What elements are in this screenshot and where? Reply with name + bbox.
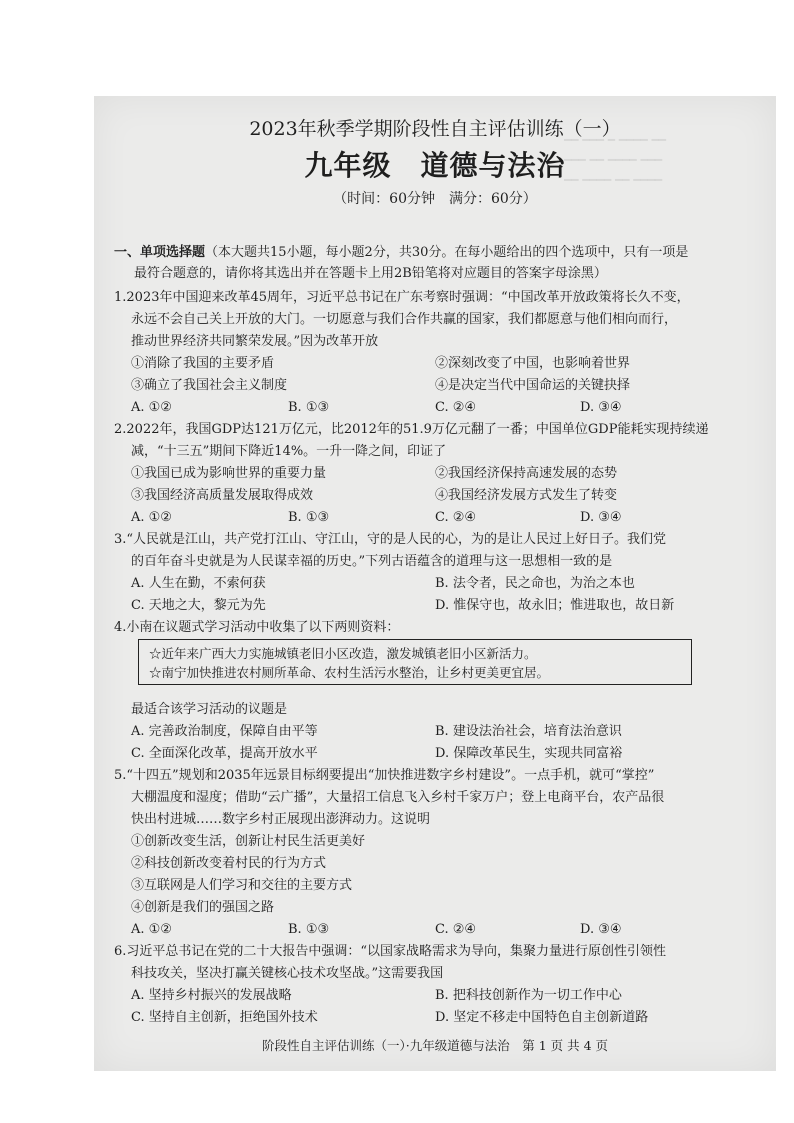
q2-option-c[interactable]: C. ②④ xyxy=(435,510,477,525)
exam-sheet xyxy=(94,96,776,1071)
q5-stem-1: 5.“十四五”规划和2035年远景目标纲要提出“加快推进数字乡村建设”。一点手机，就可“掌控” xyxy=(114,768,655,783)
exam-subject: 九年级 道德与法治 xyxy=(304,149,566,182)
q4-stem-1: 4.小南在议题式学习活动中收集了以下两则资料： xyxy=(114,620,400,635)
q5-stem-3: 快出村进城……数字乡村正展现出澎湃动力。这说明 xyxy=(131,812,431,827)
q2-statement-1: ①我国已成为影响世界的重要力量 xyxy=(131,466,327,481)
q5-statement-3: ③互联网是人们学习和交往的主要方式 xyxy=(131,878,353,893)
q3-stem-2: 的百年奋斗史就是为人民谋幸福的历史。”下列古语蕴含的道理与这一思想相一致的是 xyxy=(131,554,613,569)
q4-option-c[interactable]: C. 全面深化改革，提高开放水平 xyxy=(131,746,318,761)
q6-option-b[interactable]: B. 把科技创新作为一切工作中心 xyxy=(435,988,622,1003)
q1-statement-1: ①消除了我国的主要矛盾 xyxy=(131,356,275,371)
page-content xyxy=(94,96,776,1071)
bleed-through-texture: ━━ ━━━ ━ ━━━━ ━━ xyxy=(564,133,666,147)
q1-stem-1: 1.2023年中国迎来改革45周年，习近平总书记在广东考察时强调：“中国改革开放政策将长久不变， xyxy=(114,290,690,305)
q4-material-1: ☆近年来广西大力实施城镇老旧小区改造，激发城镇老旧小区新活力。 xyxy=(149,646,537,661)
q5-option-c[interactable]: C. ②④ xyxy=(435,922,477,937)
q3-option-b[interactable]: B. 法令者，民之命也，为治之本也 xyxy=(435,576,635,591)
q6-stem-2: 科技攻关，坚决打赢关键核心技术攻坚战。”这需要我国 xyxy=(131,966,444,981)
q4-material-box xyxy=(138,639,692,685)
q4-option-a[interactable]: A. 完善政治制度，保障自由平等 xyxy=(131,724,318,739)
q3-option-c[interactable]: C. 天地之大，黎元为先 xyxy=(131,598,266,613)
q2-statement-4: ④我国经济发展方式发生了转变 xyxy=(435,488,618,503)
q1-option-c[interactable]: C. ②④ xyxy=(435,400,477,415)
q2-statement-3: ③我国经济高质量发展取得成效 xyxy=(131,488,314,503)
q1-option-d[interactable]: D. ③④ xyxy=(580,400,622,415)
q4-option-b[interactable]: B. 建设法治社会，培育法治意识 xyxy=(435,724,622,739)
q1-stem-3: 推动世界经济共同繁荣发展。”因为改革开放 xyxy=(131,334,379,349)
q6-option-a[interactable]: A. 坚持乡村振兴的发展战略 xyxy=(131,988,292,1003)
q6-option-d[interactable]: D. 坚定不移走中国特色自主创新道路 xyxy=(435,1010,649,1025)
q3-option-d[interactable]: D. 惟保守也，故永旧；惟进取也，故日新 xyxy=(435,598,675,613)
q1-stem-2: 永远不会自己关上开放的大门。一切愿意与我们合作共赢的国家，我们都愿意与他们相向而行， xyxy=(131,312,678,327)
section-heading: 一、单项选择题 xyxy=(114,245,206,260)
q2-stem-1: 2.2022年，我国GDP达121万亿元，比2012年的51.9万亿元翻了一番；中国单位GDP能耗实现持续递 xyxy=(114,422,709,437)
page-footer: 阶段性自主评估训练（一）·九年级道德与法治 第 1 页 共 4 页 xyxy=(262,1038,608,1053)
q5-option-b[interactable]: B. ①③ xyxy=(288,922,330,937)
q1-option-b[interactable]: B. ①③ xyxy=(288,400,330,415)
q5-statement-4: ④创新是我们的强国之路 xyxy=(131,900,275,915)
q1-statement-2: ②深刻改变了中国，也影响着世界 xyxy=(435,356,631,371)
bleed-through-texture: ━━ ━━━━ ━━ ━━━━ xyxy=(564,173,663,187)
q4-material-2: ☆南宁加快推进农村厕所革命、农村生活污水整治，让乡村更美更宜居。 xyxy=(149,665,550,680)
q2-statement-2: ②我国经济保持高速发展的态势 xyxy=(435,466,618,481)
q2-stem-2: 减，“十三五”期间下降近14%。一升一降之间，印证了 xyxy=(131,444,447,459)
q1-statement-4: ④是决定当代中国命运的关键抉择 xyxy=(435,378,631,393)
q6-stem-1: 6.习近平总书记在党的二十大报告中强调：“以国家战略需求为导向，集聚力量进行原创性引领性 xyxy=(114,944,667,959)
section-instruction-1: （本大题共15小题，每小题2分，共30分。在每小题给出的四个选项中，只有一项是 xyxy=(205,245,689,260)
q2-option-a[interactable]: A. ①② xyxy=(131,510,172,525)
q5-option-d[interactable]: D. ③④ xyxy=(580,922,622,937)
section-header xyxy=(114,242,770,284)
q2-option-d[interactable]: D. ③④ xyxy=(580,510,622,525)
q5-statement-2: ②科技创新改变着村民的行为方式 xyxy=(131,856,327,871)
q5-option-a[interactable]: A. ①② xyxy=(131,922,172,937)
q2-option-b[interactable]: B. ①③ xyxy=(288,510,330,525)
q4-stem-2: 最适合该学习活动的议题是 xyxy=(131,702,288,717)
q1-option-a[interactable]: A. ①② xyxy=(131,400,172,415)
exam-meta: （时间：60分钟 满分：60分） xyxy=(333,191,537,207)
q6-option-c[interactable]: C. 坚持自主创新，拒绝国外技术 xyxy=(131,1010,318,1025)
q3-option-a[interactable]: A. 人生在勤，不索何获 xyxy=(131,576,266,591)
q5-statement-1: ①创新改变生活，创新让村民生活更美好 xyxy=(131,834,366,849)
q5-stem-2: 大棚温度和湿度；借助“云广播”，大量招工信息飞入乡村千家万户；登上电商平台，农产品很 xyxy=(131,790,665,805)
q3-stem-1: 3.“人民就是江山，共产党打江山、守江山，守的是人民的心，为的是让人民过上好日子。我们党 xyxy=(114,532,667,547)
exam-title: 2023年秋季学期阶段性自主评估训练（一） xyxy=(249,118,621,140)
q4-option-d[interactable]: D. 保障改革民生，实现共同富裕 xyxy=(435,746,623,761)
section-instruction-2: 最符合题意的，请你将其选出并在答题卡上用2B铅笔将对应题目的答案字母涂黑） xyxy=(134,266,607,281)
q1-statement-3: ③确立了我国社会主义制度 xyxy=(131,378,288,393)
bleed-through-texture: ━━━ ━━ ━━━━ ━━━ xyxy=(564,153,663,167)
